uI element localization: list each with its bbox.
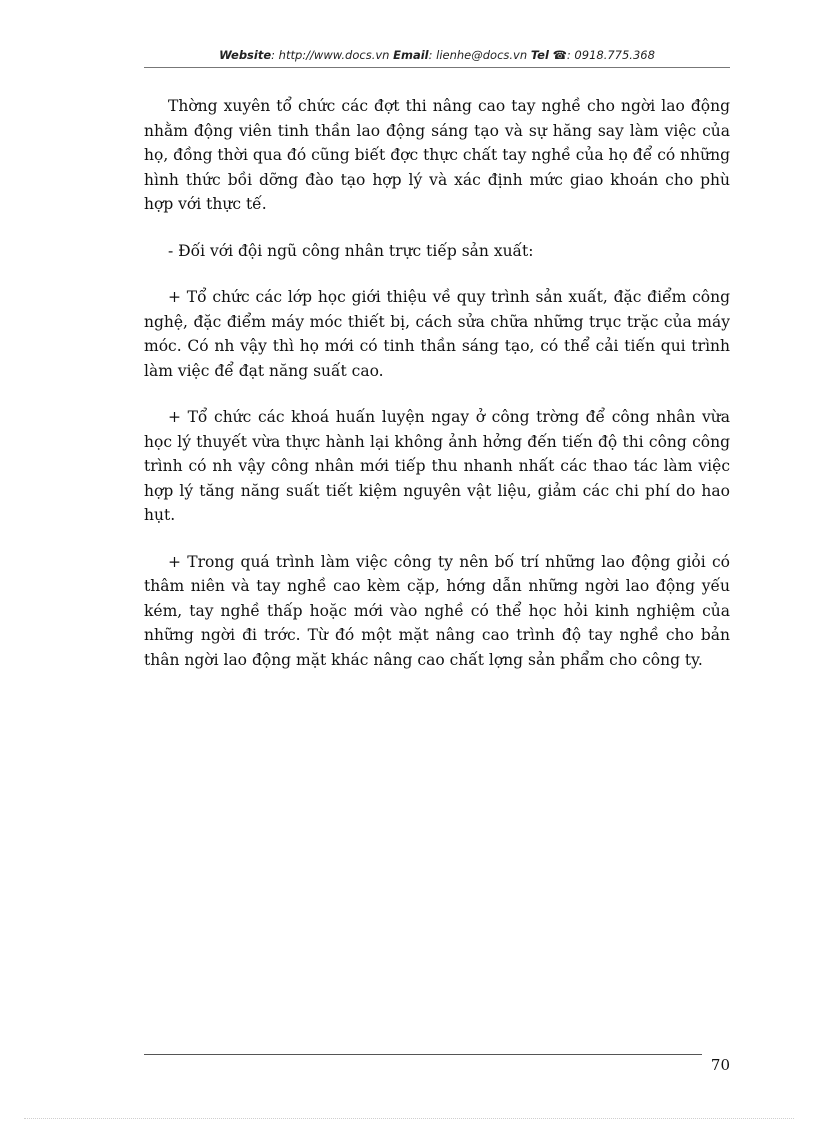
document-body (144, 94, 730, 694)
paragraph-2: - Đối với đội ngũ công nhân trực tiếp sản xuất: (168, 241, 534, 260)
tel-label: Tel (530, 48, 549, 62)
paragraph-5: + Trong quá trình làm việc công ty nên bố trí những lao động giỏi có thâm niên và tay nghề cao kèm cặp, hớng dẫn những ngời lao động yếu kém, tay nghề thấp hoặc mới vào nghề có thể học hỏi kinh nghiệm của những ngời đi trớc. Từ đó một mặt nâng cao trình độ tay nghề cho bản thân ngời lao động mặt khác nâng cao chất lợng sản phẩm cho công ty. (144, 552, 730, 669)
paragraph-4: + Tổ chức các khoá huấn luyện ngay ở công trờng để công nhân vừa học lý thuyết vừa thực hành lại không ảnh hởng đến tiến độ thi công công trình có nh vậy công nhân mới tiếp thu nhanh nhất các thao tác làm việc hợp lý tăng năng suất tiết kiệm nguyên vật liệu, giảm các chi phí do hao hụt. (144, 408, 730, 524)
email-label: Email (393, 48, 429, 62)
website-value: : http://www.docs.vn (271, 48, 390, 62)
page-header (144, 48, 730, 62)
email-value: : lienhe@docs.vn (428, 48, 528, 62)
page-number: 70 (710, 1056, 730, 1074)
paragraph-3: + Tổ chức các lớp học giới thiệu về quy trình sản xuất, đặc điểm công nghệ, đặc điểm máy móc thiết bị, cách sửa chữa những trục trặc của máy móc. Có nh vậy thì họ mới có tinh thần sáng tạo, có thể cải tiến qui trình làm việc để đạt năng suất cao. (144, 288, 730, 380)
page-bottom-dots (24, 1118, 794, 1119)
header-rule (144, 67, 730, 68)
paragraph-1: Thờng xuyên tổ chức các đợt thi nâng cao tay nghề cho ngời lao động nhằm động viên tinh thần lao động sáng tạo và sự hăng say làm việc của họ, đồng thời qua đó cũng biết đợc thực chất tay nghề của họ để có những hình thức bồi dỡng đào tạo hợp lý và xác định mức giao khoán cho phù hợp với thực tế. (144, 97, 730, 213)
tel-value: : 0918.775.368 (566, 48, 655, 62)
footer-rule (144, 1054, 702, 1055)
website-label: Website (219, 48, 272, 62)
phone-icon: ☎ (552, 48, 567, 62)
